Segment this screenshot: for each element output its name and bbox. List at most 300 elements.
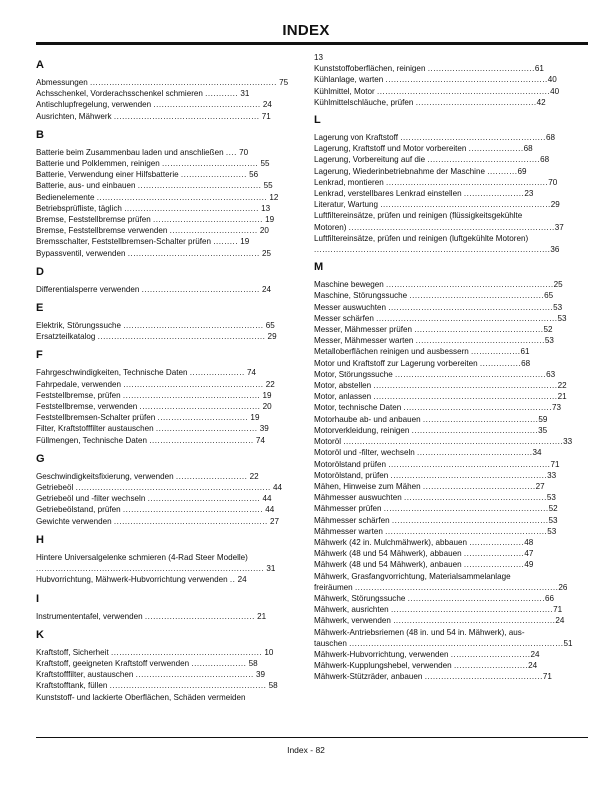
entry-page-number: 55 bbox=[258, 159, 270, 169]
entry-leader-dots: ................................... bbox=[161, 159, 259, 169]
index-entry[interactable] bbox=[36, 435, 277, 446]
entry-topic: Motor, technische Daten bbox=[314, 403, 404, 413]
entry-page-number: 33 bbox=[563, 437, 573, 447]
index-entry[interactable] bbox=[314, 638, 573, 649]
entry-topic: Hintere Universalgelenke schmieren (4-Rad Steer Modelle) bbox=[36, 552, 248, 562]
index-entry[interactable] bbox=[314, 615, 565, 626]
entry-leader-dots: .................................................. bbox=[407, 593, 546, 603]
entry-leader-dots: ......... bbox=[213, 237, 238, 247]
entry-page-number: 58 bbox=[246, 658, 258, 668]
index-column-right bbox=[314, 52, 573, 683]
entry-leader-dots: .................................................................... bbox=[90, 78, 277, 87]
entry-topic: Batterie beim Zusammenbau laden und anschließen bbox=[36, 147, 226, 157]
entry-page-number: 44 bbox=[260, 494, 272, 504]
entry-topic: Antischlupfregelung, verwenden bbox=[36, 100, 154, 110]
entry-topic: Geschwindigkeitsfixierung, verwenden bbox=[36, 471, 176, 481]
entry-leader-dots: ......................................... bbox=[427, 155, 541, 165]
entry-topic: Motoröl bbox=[314, 437, 344, 447]
entry-page-number: 27 bbox=[535, 481, 545, 491]
entry-leader-dots: ........................................................... bbox=[386, 177, 549, 187]
entry-topic: Mähmesser warten bbox=[314, 526, 386, 536]
entry-page-number: 53 bbox=[547, 526, 557, 536]
entry-leader-dots: .......................... bbox=[175, 471, 248, 481]
header-rule bbox=[36, 42, 588, 45]
entry-topic: Getriebeöl und -filter wechseln bbox=[36, 494, 148, 504]
entry-page-number: 61 bbox=[534, 64, 544, 74]
index-entry[interactable] bbox=[36, 669, 277, 680]
page-title: INDEX bbox=[282, 22, 330, 39]
entry-topic: Lagerung, Kraftstoff und Motor vorbereiten bbox=[314, 144, 469, 154]
entry-page-number: 22 bbox=[557, 381, 567, 391]
entry-topic: Motorölstand prüfen bbox=[314, 459, 389, 469]
entry-topic: Bedienelemente bbox=[36, 192, 97, 202]
entry-topic: Ausrichten, Mähwerk bbox=[36, 111, 114, 121]
entry-page-number: 12 bbox=[267, 192, 279, 202]
entry-leader-dots: ............................. bbox=[450, 649, 531, 659]
entry-leader-dots: ...................... bbox=[463, 189, 525, 199]
entry-page-number: 22 bbox=[263, 379, 275, 389]
entry-page-number: 71 bbox=[550, 459, 560, 469]
index-entry[interactable] bbox=[36, 147, 277, 158]
entry-topic: Feststellbremsen-Schalter prüfen bbox=[36, 413, 158, 423]
entry-leader-dots: ........................................................... bbox=[385, 526, 548, 536]
entry-topic: Kraftstoff, Sicherheit bbox=[36, 647, 111, 657]
entry-leader-dots: ............................................... bbox=[414, 325, 544, 335]
index-entry[interactable] bbox=[36, 99, 277, 110]
index-entry[interactable] bbox=[314, 582, 568, 593]
index-entry[interactable] bbox=[314, 526, 555, 537]
entry-topic: Luftfiltereinsätze, prüfen und reinigen (flüssigkeitsgekühlte bbox=[314, 211, 523, 221]
entry-page-number: 21 bbox=[557, 392, 567, 402]
section-letter: L bbox=[314, 114, 321, 127]
entry-page-number: 53 bbox=[548, 515, 558, 525]
entry-leader-dots: .......................................................................... bbox=[354, 582, 559, 592]
entry-page-number: 25 bbox=[259, 248, 271, 258]
index-entry[interactable] bbox=[314, 74, 555, 85]
index-entry[interactable] bbox=[314, 380, 567, 391]
entry-page-number: 74 bbox=[253, 435, 265, 445]
entry-page-number: 44 bbox=[270, 483, 283, 493]
entry-leader-dots: .......................................... bbox=[417, 448, 533, 458]
entry-topic: Messer, Mähmesser warten bbox=[314, 336, 416, 346]
index-entry[interactable] bbox=[314, 559, 555, 570]
index-entry[interactable] bbox=[36, 248, 277, 259]
entry-leader-dots: ............................................................. bbox=[386, 280, 554, 290]
index-entry[interactable] bbox=[314, 571, 555, 582]
entry-topic: Hubvorrichtung, Mähwerk-Hubvorrichtung verwenden bbox=[36, 575, 230, 585]
index-entry[interactable] bbox=[314, 233, 555, 244]
entry-page-number: 48 bbox=[524, 537, 534, 547]
index-entry[interactable] bbox=[314, 210, 555, 221]
entry-topic: Abmessungen bbox=[36, 78, 90, 87]
entry-leader-dots: ........................................ bbox=[152, 215, 263, 225]
entry-page-number: 13 bbox=[258, 203, 271, 213]
entry-leader-dots: ......................................... bbox=[147, 494, 261, 504]
index-entry[interactable] bbox=[36, 379, 277, 390]
entry-leader-dots: ................................................................................ bbox=[343, 437, 564, 447]
entry-leader-dots: ................................................................... bbox=[373, 381, 558, 391]
entry-page-number: 24 bbox=[530, 649, 540, 659]
index-entry[interactable] bbox=[314, 548, 555, 559]
index-entry[interactable] bbox=[314, 660, 555, 671]
index-entry[interactable] bbox=[36, 423, 277, 434]
entry-leader-dots: ........... bbox=[487, 166, 518, 176]
entry-topic: Feststellbremse, prüfen bbox=[36, 390, 123, 400]
index-entry[interactable] bbox=[314, 335, 555, 346]
index-entry[interactable] bbox=[314, 166, 555, 177]
entry-leader-dots: ...................................................... bbox=[403, 403, 552, 413]
entry-topic: Mähwerk, Grasfangvorrichtung, Materialsammelanlage bbox=[314, 571, 511, 581]
entry-page-number: 63 bbox=[546, 369, 556, 379]
entry-page-number: 35 bbox=[538, 425, 548, 435]
entry-page-number: 68 bbox=[523, 144, 533, 154]
entry-topic: Mähwerk, ausrichten bbox=[314, 605, 391, 615]
entry-topic: Lagerung, Wiederinbetriebnahme der Maschine bbox=[314, 166, 488, 176]
entry-topic: Metalloberflächen reinigen und ausbessern bbox=[314, 347, 472, 357]
entry-page-number: 73 bbox=[551, 403, 561, 413]
index-entry[interactable] bbox=[314, 481, 555, 492]
entry-leader-dots: ............................................... bbox=[415, 336, 545, 346]
index-entry[interactable] bbox=[314, 537, 555, 548]
entry-topic: Ersatzteilkatalog bbox=[36, 332, 98, 342]
index-entry[interactable] bbox=[36, 203, 277, 214]
entry-topic: Mähwerk-Hubvorrichtung, verwenden bbox=[314, 649, 451, 659]
entry-topic: Bypassventil, verwenden bbox=[36, 248, 128, 258]
index-entry[interactable] bbox=[314, 492, 555, 503]
entry-topic: Filter, Kraftstofffilter austauschen bbox=[36, 424, 156, 434]
index-entry[interactable] bbox=[36, 331, 277, 342]
index-entry[interactable] bbox=[36, 192, 277, 203]
section-letter: G bbox=[36, 452, 45, 465]
index-entry[interactable] bbox=[314, 324, 555, 335]
entry-leader-dots: .................................................................. bbox=[376, 313, 558, 323]
entry-page-number: 22 bbox=[247, 471, 259, 481]
index-entry[interactable] bbox=[314, 459, 560, 470]
index-entry[interactable] bbox=[314, 627, 555, 638]
index-entry[interactable] bbox=[36, 236, 277, 247]
index-entry[interactable] bbox=[314, 436, 573, 447]
entry-topic: freiräumen bbox=[314, 582, 355, 592]
entry-topic: Motorverkleidung, reinigen bbox=[314, 425, 412, 435]
entry-topic: Motorölstand, prüfen bbox=[314, 470, 391, 480]
entry-leader-dots: .................................................... bbox=[403, 493, 547, 503]
entry-leader-dots: ........................................... bbox=[424, 672, 543, 682]
entry-leader-dots: ........................... bbox=[453, 661, 529, 671]
entry-topic: Elektrik, Störungssuche bbox=[36, 321, 124, 331]
index-entry[interactable] bbox=[36, 516, 280, 527]
entry-topic: Motoren) bbox=[314, 222, 349, 232]
entry-topic: Bremse, Feststellbremse prüfen bbox=[36, 215, 153, 225]
index-entry[interactable] bbox=[36, 471, 277, 482]
entry-leader-dots: ............... bbox=[479, 358, 522, 368]
index-entry[interactable] bbox=[36, 158, 277, 169]
index-entry[interactable] bbox=[36, 658, 277, 669]
index-entry[interactable] bbox=[36, 214, 277, 225]
entry-page-number: 74 bbox=[244, 368, 256, 378]
index-entry[interactable] bbox=[36, 692, 277, 703]
index-entry[interactable] bbox=[314, 649, 555, 660]
entry-page-number: 47 bbox=[524, 549, 534, 559]
index-entry[interactable] bbox=[314, 671, 555, 682]
index-entry[interactable] bbox=[36, 169, 277, 180]
index-entry[interactable] bbox=[36, 680, 277, 691]
index-entry[interactable] bbox=[314, 425, 555, 436]
entry-page-number: 68 bbox=[545, 133, 555, 143]
entry-topic: Kühlmittel, Motor bbox=[314, 86, 377, 96]
entry-page-number: 19 bbox=[248, 413, 260, 423]
index-entry[interactable] bbox=[314, 346, 555, 357]
index-entry[interactable] bbox=[36, 611, 277, 622]
entry-topic: Motor, abstellen bbox=[314, 381, 374, 391]
entry-topic: Messer schärfen bbox=[314, 313, 377, 323]
index-column-left bbox=[36, 52, 289, 703]
entry-page-number: 65 bbox=[263, 321, 275, 331]
entry-topic: Kraftstofftank, füllen bbox=[36, 681, 110, 691]
entry-leader-dots: ........................................................................... bbox=[348, 222, 555, 232]
entry-leader-dots: ................................................................................... bbox=[36, 564, 265, 574]
entry-leader-dots: ............................................. bbox=[137, 181, 262, 191]
entry-leader-dots: .............................................. bbox=[411, 425, 539, 435]
entry-leader-dots: ......................................... bbox=[422, 481, 536, 491]
entry-page-number: 24 bbox=[259, 284, 272, 294]
entry-topic: Bremse, Feststellbremse verwenden bbox=[36, 226, 170, 236]
entry-leader-dots: .......................................... bbox=[422, 414, 539, 424]
entry-leader-dots: ................................................. bbox=[409, 291, 545, 301]
entry-topic: Achsschenkel, Vorderachsschenkel schmieren bbox=[36, 89, 206, 99]
index-entry[interactable] bbox=[36, 88, 277, 99]
index-entry[interactable] bbox=[314, 52, 555, 63]
section-letter: K bbox=[36, 628, 44, 641]
entry-page-number: 68 bbox=[521, 358, 531, 368]
index-entry[interactable] bbox=[36, 504, 277, 515]
entry-topic: Feststellbremse, verwenden bbox=[36, 402, 140, 412]
entry-leader-dots: ....................................................... bbox=[394, 369, 547, 379]
entry-leader-dots: ................................. bbox=[157, 413, 249, 423]
entry-leader-dots: ..................................................... bbox=[400, 133, 546, 143]
entry-page-number: 24 bbox=[528, 661, 538, 671]
entry-topic: Getriebeölstand, prüfen bbox=[36, 505, 123, 515]
section-letter: F bbox=[36, 349, 43, 362]
index-entry[interactable] bbox=[314, 470, 555, 481]
index-entry[interactable] bbox=[314, 313, 567, 324]
entry-leader-dots: .............................................................. bbox=[96, 192, 268, 202]
entry-topic: Gewichte verwenden bbox=[36, 516, 114, 526]
entry-leader-dots: ............................................................... bbox=[376, 86, 551, 96]
entry-page-number: 39 bbox=[253, 670, 266, 680]
entry-leader-dots: ....................................... bbox=[153, 100, 261, 110]
index-entry[interactable] bbox=[314, 414, 555, 425]
index-entry[interactable] bbox=[36, 563, 277, 574]
entry-leader-dots: .... bbox=[225, 147, 237, 157]
entry-topic: Motor und Kraftstoff zur Lagerung vorbereiten bbox=[314, 358, 480, 368]
entry-topic: Fahrgeschwindigkeiten, Technische Daten bbox=[36, 368, 190, 378]
entry-topic: Fahrpedale, verwenden bbox=[36, 379, 124, 389]
section-letter: A bbox=[36, 59, 44, 71]
index-entry[interactable] bbox=[36, 284, 277, 295]
entry-page-number: 26 bbox=[558, 582, 568, 592]
index-entry[interactable] bbox=[314, 447, 555, 458]
entry-leader-dots: ............................................ bbox=[139, 402, 261, 412]
entry-page-number: 52 bbox=[543, 325, 553, 335]
entry-topic: Füllmengen, Technische Daten bbox=[36, 435, 150, 445]
index-entry[interactable] bbox=[314, 503, 558, 514]
entry-page-number: 71 bbox=[542, 672, 552, 682]
entry-topic: Instrumententafel, verwenden bbox=[36, 611, 145, 621]
index-entry[interactable] bbox=[314, 358, 555, 369]
entry-topic: Mähwerk, verwenden bbox=[314, 616, 394, 626]
section-letter: B bbox=[36, 128, 44, 141]
entry-leader-dots: ........................................................... bbox=[388, 459, 551, 469]
entry-page-number: 58 bbox=[266, 681, 278, 691]
entry-leader-dots: ....................................................... bbox=[110, 647, 263, 657]
entry-leader-dots: ............................................................ bbox=[383, 504, 549, 514]
entry-page-number: 53 bbox=[544, 336, 554, 346]
entry-leader-dots: ....................................................................... bbox=[75, 483, 271, 493]
entry-topic: Batterie und Polklemmen, reinigen bbox=[36, 159, 162, 169]
index-entry[interactable] bbox=[314, 402, 561, 413]
entry-topic: Mähmesser prüfen bbox=[314, 504, 384, 514]
index-entry[interactable] bbox=[314, 244, 560, 255]
entry-leader-dots: ............ bbox=[205, 89, 239, 99]
entry-topic: Kühlmittelschläuche, prüfen bbox=[314, 97, 416, 107]
entry-topic: Kraftstoff, geeigneten Kraftstoff verwenden bbox=[36, 658, 192, 668]
entry-topic: Motor, anlassen bbox=[314, 392, 374, 402]
index-entry[interactable] bbox=[36, 574, 277, 585]
entry-topic: Mähwerk-Kupplungshebel, verwenden bbox=[314, 661, 454, 671]
entry-topic: Mähwerk (48 und 54 Mähwerk), anbauen bbox=[314, 560, 464, 570]
index-entry[interactable] bbox=[314, 86, 560, 97]
entry-leader-dots: ........................................................ bbox=[113, 516, 268, 526]
entry-page-number: 37 bbox=[554, 222, 564, 232]
index-entry[interactable] bbox=[314, 279, 563, 290]
entry-page-number: 34 bbox=[532, 448, 542, 458]
entry-page-number: 70 bbox=[236, 147, 249, 157]
index-entry[interactable] bbox=[314, 132, 555, 143]
entry-page-number: 24 bbox=[235, 575, 247, 585]
entry-page-number: 40 bbox=[550, 86, 560, 96]
entry-topic: Batterie, Verwendung einer Hilfsbatterie bbox=[36, 170, 181, 180]
page-number: Index - 82 bbox=[287, 745, 325, 755]
index-entry[interactable] bbox=[36, 320, 277, 331]
entry-topic: Mähmesser auswuchten bbox=[314, 493, 404, 503]
entry-leader-dots: ...................... bbox=[463, 560, 525, 570]
entry-topic: Batterie, aus- und einbauen bbox=[36, 181, 138, 191]
entry-leader-dots: ......................................................... bbox=[391, 515, 549, 525]
index-entry[interactable] bbox=[314, 593, 555, 604]
entry-page-number: 61 bbox=[520, 347, 530, 357]
entry-page-number: 25 bbox=[553, 280, 563, 290]
entry-page-number: 65 bbox=[544, 291, 554, 301]
index-entry[interactable] bbox=[36, 493, 277, 504]
entry-leader-dots: ............................................................. bbox=[97, 332, 266, 342]
entry-leader-dots: ..................................... bbox=[155, 424, 258, 434]
index-entry[interactable] bbox=[314, 63, 555, 74]
entry-page-number: 23 bbox=[524, 189, 534, 199]
index-entry[interactable] bbox=[314, 290, 555, 301]
entry-page-number: 19 bbox=[237, 237, 250, 247]
index-entry[interactable] bbox=[314, 302, 563, 313]
index-entry[interactable] bbox=[314, 604, 563, 615]
entry-page-number: 20 bbox=[260, 402, 272, 412]
entry-leader-dots: ........................................................... bbox=[385, 75, 548, 85]
index-entry[interactable] bbox=[314, 97, 555, 108]
entry-leader-dots: .................................................. bbox=[122, 390, 261, 400]
entry-page-number: 66 bbox=[545, 593, 555, 603]
entry-topic: Kunststoff- und lackierte Oberflächen, Schäden vermeiden bbox=[36, 692, 246, 702]
index-entry[interactable] bbox=[36, 225, 277, 236]
entry-topic: Mähwerk, Störungssuche bbox=[314, 593, 408, 603]
entry-leader-dots: ................................................... bbox=[122, 505, 264, 515]
index-entry[interactable] bbox=[314, 177, 558, 188]
index-entry[interactable] bbox=[36, 552, 277, 563]
entry-page-number: 68 bbox=[540, 155, 550, 165]
entry-leader-dots: .................... bbox=[469, 537, 525, 547]
index-entry[interactable] bbox=[36, 390, 277, 401]
entry-topic: 13 bbox=[314, 53, 324, 62]
index-entry[interactable] bbox=[314, 199, 560, 210]
index-entry[interactable] bbox=[314, 143, 555, 154]
index-entry[interactable] bbox=[36, 482, 283, 493]
index-entry[interactable] bbox=[314, 391, 567, 402]
entry-leader-dots: ......................................................... bbox=[109, 681, 267, 691]
entry-topic: Getriebeöl bbox=[36, 483, 76, 493]
entry-page-number: 36 bbox=[550, 245, 560, 255]
entry-leader-dots: ........................................................... bbox=[393, 616, 556, 626]
section-letter: M bbox=[314, 261, 324, 274]
index-entry[interactable] bbox=[314, 515, 558, 526]
entry-leader-dots: ...................... bbox=[463, 549, 525, 559]
index-entry[interactable] bbox=[314, 222, 564, 233]
index-entry[interactable] bbox=[314, 188, 555, 199]
entry-leader-dots: ....................................... bbox=[427, 64, 535, 74]
entry-topic: tauschen bbox=[314, 638, 350, 648]
index-entry[interactable] bbox=[36, 412, 277, 423]
section-letter: I bbox=[36, 592, 40, 605]
entry-page-number: 33 bbox=[547, 470, 557, 480]
entry-leader-dots: ................................................ bbox=[127, 248, 260, 258]
entry-page-number: 52 bbox=[548, 504, 558, 514]
entry-leader-dots: .................... bbox=[468, 144, 524, 154]
entry-page-number: 69 bbox=[517, 166, 527, 176]
index-entry[interactable] bbox=[314, 154, 555, 165]
entry-topic: Literatur, Wartung bbox=[314, 200, 381, 210]
index-entry[interactable] bbox=[36, 111, 277, 122]
index-entry[interactable] bbox=[36, 77, 289, 88]
entry-topic: Motoröl und -filter, wechseln bbox=[314, 448, 418, 458]
entry-page-number: 40 bbox=[547, 75, 557, 85]
index-entry[interactable] bbox=[36, 647, 277, 658]
entry-leader-dots: ........................................................... bbox=[390, 605, 554, 615]
index-entry[interactable] bbox=[36, 367, 277, 378]
entry-topic: Bremsschalter, Feststellbremsen-Schalter prüfen bbox=[36, 237, 214, 247]
entry-page-number: 71 bbox=[553, 605, 563, 615]
entry-page-number: 59 bbox=[538, 414, 548, 424]
entry-topic: Kühlanlage, warten bbox=[314, 75, 386, 85]
entry-leader-dots: ........................................... bbox=[141, 284, 260, 294]
entry-topic: Kunststoffoberflächen, reinigen bbox=[314, 64, 428, 74]
index-entry[interactable] bbox=[314, 369, 555, 380]
entry-topic: Mähwerk (42 in. Mulchmähwerk), abbauen bbox=[314, 537, 470, 547]
index-entry[interactable] bbox=[36, 180, 277, 191]
index-entry[interactable] bbox=[36, 401, 277, 412]
entry-leader-dots: .............................................................. bbox=[380, 200, 551, 210]
entry-topic: Betriebsprüfliste, täglich bbox=[36, 203, 125, 213]
entry-topic: Lenkrad, verstellbares Lenkrad einstellen bbox=[314, 189, 464, 199]
footer-rule bbox=[36, 737, 588, 738]
entry-page-number: 19 bbox=[262, 215, 275, 225]
entry-topic: Kraftstofffilter, austauschen bbox=[36, 670, 136, 680]
entry-page-number: 53 bbox=[546, 493, 556, 503]
